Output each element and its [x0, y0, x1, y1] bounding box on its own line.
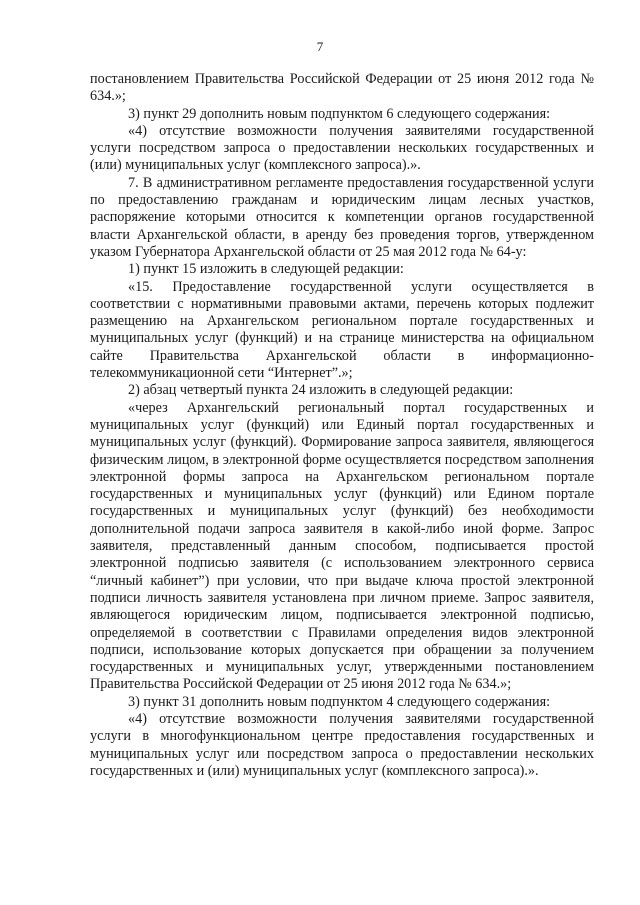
paragraph-item-1-point-15: 1) пункт 15 изложить в следующей редакции: — [128, 261, 404, 278]
paragraph-quote-point-24: «через Архангельский региональный портал государственных и муниципальных услуг (функций) или Единый портал государственных и муниципальных услуг (функций). Формирование запроса заявителя, являющегося физическим лицом, в электронной форме осуществляется посредством заполнения электронной формы запроса на Архангельском региональном портале государственных и муниципальных услуг (функций) или Едином портале государственных и муниципальных услуг (функций) без необходимости дополнительной подачи запроса заявителя в какой-либо иной форме. Запрос заявителя, представленный данным способом, подписывается простой электронной подписью заявителя (с использованием электронного сервиса “личный кабинет”) при условии, что при выдаче ключа простой электронной подписи личность заявителя установлена при личном приеме. Запрос заявителя, являющегося юридическим лицом, подписывается электронной подписью, определяемой в соответствии с Правилами определения видов электронной подписи, использование которых допускается при обращении за получением государственных и муниципальных услуг, утвержденными постановлением Правительства Российской Федерации от 25 июня 2012 года № 634.»; — [90, 399, 594, 693]
paragraph-quote-point-15: «15. Предоставление государственной услуги осуществляется в соответствии с нормативными правовыми актами, перечень которых подлежит размещению на Архангельском региональном портале государственных и муниципальных услуг (функций) и на странице министерства на официальном сайте Правительства Архангельской области в информационно-телекоммуникационной сети “Интернет”.»; — [90, 278, 594, 382]
paragraph-quote-subpoint-4-point-31: «4) отсутствие возможности получения заявителями государственной услуги в многофункциональном центре предоставления государственных и муниципальных услуг или посредством запроса о предоставлении нескольких государственных и (или) муниципальных услуг (комплексного запроса).». — [90, 710, 594, 779]
paragraph-section-7: 7. В административном регламенте предоставления государственной услуги по предоставлению гражданам и юридическим лицам лесных участков, распоряжение которыми относится к компетенции органов государственной власти Архангельской области, в аренду без проведения торгов, утвержденном указом Губернатора Архангельской области от 25 мая 2012 года № 64-у: — [90, 174, 594, 260]
paragraph-continuation: постановлением Правительства Российской Федерации от 25 июня 2012 года № 634.»; — [90, 71, 594, 105]
paragraph-item-3-point-29: 3) пункт 29 дополнить новым подпунктом 6 следующего содержания: — [128, 105, 551, 122]
paragraph-item-3-point-31: 3) пункт 31 дополнить новым подпунктом 4 следующего содержания: — [128, 693, 551, 710]
page-number: 7 — [316, 39, 324, 54]
document-body — [90, 71, 594, 780]
paragraph-quote-subpoint-4: «4) отсутствие возможности получения заявителями государственной услуги посредством запроса о предоставлении нескольких государственных и (или) муниципальных услуг (комплексного запроса).». — [90, 122, 594, 174]
paragraph-item-2-point-24: 2) абзац четвертый пункта 24 изложить в следующей редакции: — [128, 382, 514, 399]
